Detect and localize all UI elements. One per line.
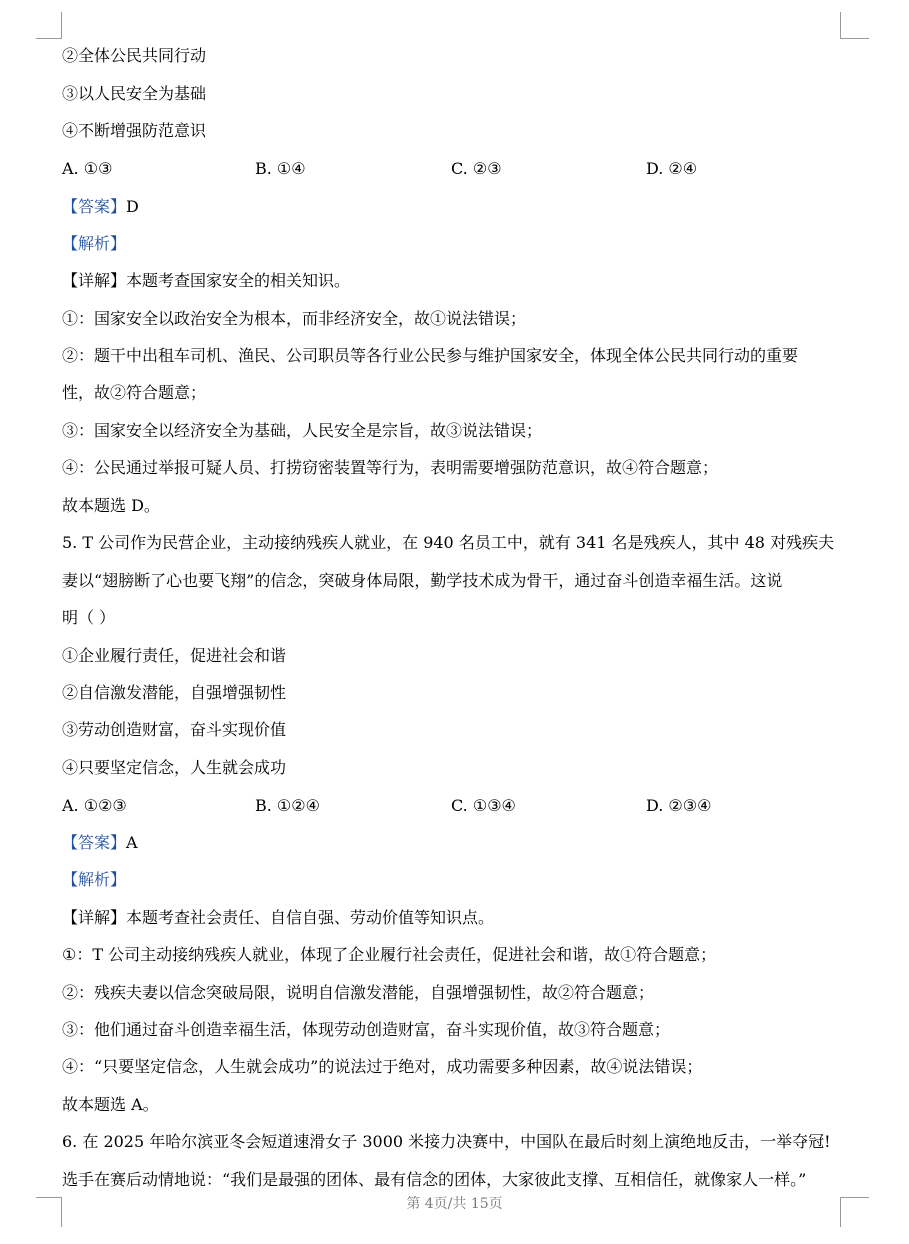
q5-choice-c: C. ①③④ [451, 796, 516, 815]
answer-tag: 【答案】 [62, 197, 127, 216]
detail-tag: 【详解】 [62, 271, 127, 290]
detail-text: 本题考查社会责任、自信自强、劳动价值等知识点。 [126, 908, 495, 927]
q4-choice-c: C. ②③ [451, 159, 502, 178]
q4-conclusion: 故本题选 D。 [62, 496, 160, 515]
q4-detail-line-5: ④：公民通过举报可疑人员、打捞窃密装置等行为，表明需要增强防范意识，故④符合题意； [62, 458, 719, 477]
answer-tag: 【答案】 [62, 833, 127, 852]
q4-detail-line-4: ③：国家安全以经济安全为基础，人民安全是宗旨，故③说法错误； [62, 421, 543, 440]
q5-stem-line-2: 妻以“翅膀断了心也要飞翔”的信念，突破身体局限，勤学技术成为骨干，通过奋斗创造幸福生活。这说 [62, 571, 783, 590]
q5-option-1: ①企业履行责任，促进社会和谐 [62, 646, 287, 665]
q5-conclusion: 故本题选 A。 [62, 1095, 159, 1114]
q5-stem-line-1: 5. T 公司作为民营企业，主动接纳残疾人就业，在 940 名员工中，就有 341 名是残疾人，其中 48 对残疾夫 [62, 533, 835, 552]
q6-stem-line-2: 选手在赛后动情地说：“我们是最强的团体、最有信念的团体，大家彼此支撑、互相信任，就像家人一样。” [62, 1170, 807, 1189]
page-footer: 第 4页/共 15页 [406, 1196, 503, 1212]
crop-mark-top-left [61, 12, 62, 39]
q4-choices [62, 158, 852, 180]
crop-mark-top-left-h [36, 38, 61, 39]
detail-tag: 【详解】 [62, 908, 127, 927]
q4-choice-a: A. ①③ [62, 159, 113, 178]
q5-choice-b: B. ①②④ [255, 796, 320, 815]
q5-detail-line-3: ③：他们通过奋斗创造幸福生活，体现劳动创造财富，奋斗实现价值，故③符合题意； [62, 1020, 671, 1039]
q5-option-4: ④只要坚定信念，人生就会成功 [62, 758, 287, 777]
crop-mark-top-right-h [841, 38, 869, 39]
q5-choices [62, 795, 852, 817]
analysis-tag: 【解析】 [62, 234, 127, 253]
q4-detail-line-3: 性，故②符合题意； [62, 383, 207, 402]
q5-detail-intro [62, 907, 494, 929]
q4-detail-intro [62, 270, 350, 292]
answer-value: A [126, 833, 138, 852]
q5-detail-line-4: ④：“只要坚定信念，人生就会成功”的说法过于绝对，成功需要多种因素，故④说法错误； [62, 1057, 703, 1076]
answer-value: D [126, 197, 139, 216]
q4-option-3: ③以人民安全为基础 [62, 84, 207, 103]
q4-choice-b: B. ①④ [255, 159, 306, 178]
q4-choice-d: D. ②④ [646, 159, 698, 178]
analysis-tag: 【解析】 [62, 870, 127, 889]
q4-option-2: ②全体公民共同行动 [62, 46, 207, 65]
q4-analysis-heading [62, 233, 126, 255]
q6-stem-line-1: 6. 在 2025 年哈尔滨亚冬会短道速滑女子 3000 米接力决赛中，中国队在最后时刻上演绝地反击，一举夺冠! [62, 1132, 831, 1151]
q5-option-3: ③劳动创造财富，奋斗实现价值 [62, 720, 287, 739]
q5-detail-line-1: ①：T 公司主动接纳残疾人就业，体现了企业履行社会责任，促进社会和谐，故①符合题意； [62, 945, 717, 964]
q4-option-4: ④不断增强防范意识 [62, 121, 207, 140]
crop-mark-top-right [840, 12, 841, 39]
q5-detail-line-2: ②：残疾夫妻以信念突破局限，说明自信激发潜能，自强增强韧性，故②符合题意； [62, 983, 655, 1002]
q5-option-2: ②自信激发潜能，自强增强韧性 [62, 683, 287, 702]
q4-answer [62, 196, 139, 218]
detail-text: 本题考查国家安全的相关知识。 [126, 271, 351, 290]
q4-detail-line-1: ①：国家安全以政治安全为根本，而非经济安全，故①说法错误； [62, 309, 527, 328]
q4-detail-line-2: ②：题干中出租车司机、渔民、公司职员等各行业公民参与维护国家安全，体现全体公民共同行动的重要 [62, 346, 799, 365]
q5-choice-d: D. ②③④ [646, 796, 712, 815]
q5-answer [62, 832, 138, 854]
q5-choice-a: A. ①②③ [62, 796, 127, 815]
q5-analysis-heading [62, 869, 126, 891]
q5-stem-line-3: 明（ ） [62, 608, 116, 627]
